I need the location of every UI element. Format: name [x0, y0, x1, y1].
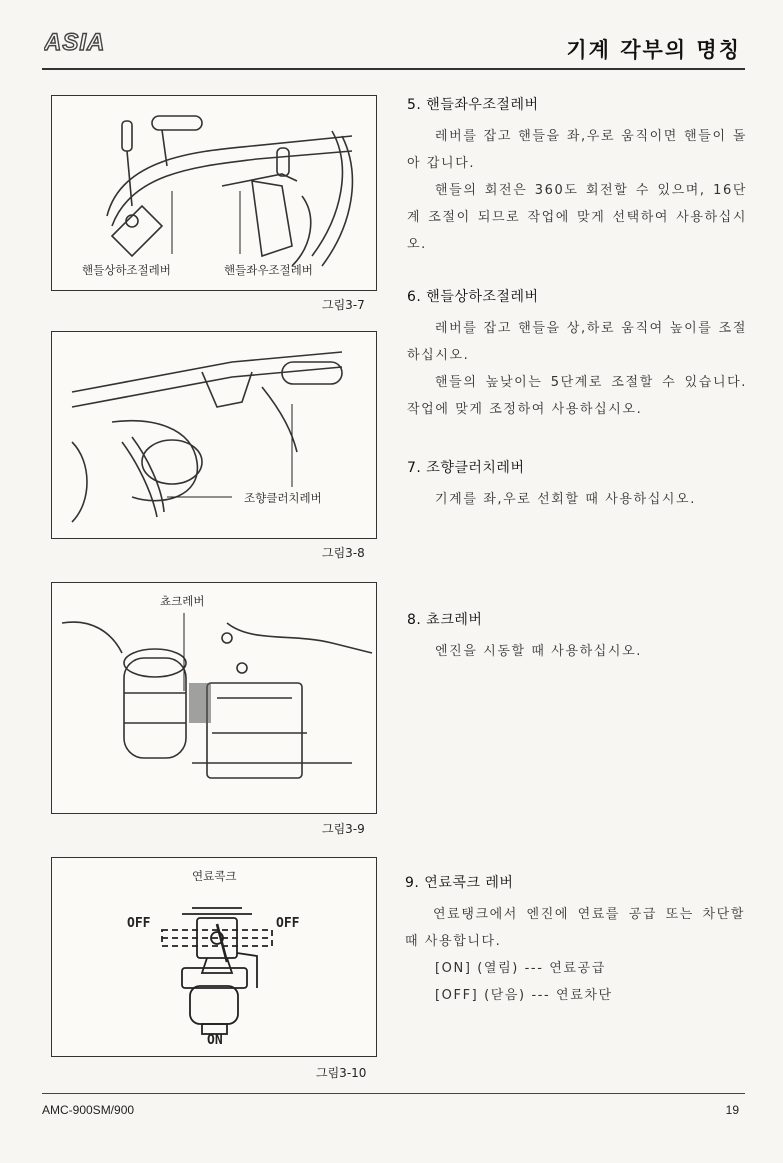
section-paragraph: 핸들의 회전은 360도 회전할 수 있으며, 16단계 조절이 되므로 작업에 맞게 선택하여 사용하십시오.	[407, 183, 747, 252]
figure-label-handle-updown: 핸들상하조절레버	[82, 263, 171, 277]
figure-3-10	[51, 857, 377, 1057]
section-title: 8. 쵸크레버	[407, 612, 483, 628]
section-title: 9. 연료콕크 레버	[405, 875, 514, 891]
section-fuel-cock	[405, 872, 745, 1009]
figure-label-choke: 쵸크레버	[160, 594, 205, 608]
choke-lever-illustration	[52, 583, 376, 813]
steering-clutch-illustration	[52, 332, 376, 538]
section-paragraph: 레버를 잡고 핸들을 좌,우로 움직이면 핸들이 돌아 갑니다.	[407, 129, 747, 171]
choke-lever-highlight	[189, 683, 211, 723]
section-paragraph: [OFF] (닫음) --- 연료차단	[435, 988, 613, 1003]
figure-3-8	[51, 331, 377, 539]
section-choke-lever	[407, 609, 747, 665]
header-rule	[42, 68, 745, 70]
figure-caption: 그림3-10	[316, 1066, 367, 1080]
section-title: 5. 핸들좌우조절레버	[407, 97, 539, 113]
section-handle-leftright	[407, 94, 747, 258]
figure-label-off-left: OFF	[127, 916, 151, 931]
footer-model: AMC-900SM/900	[42, 1103, 135, 1117]
section-paragraph: [ON] (열림) --- 연료공급	[435, 961, 606, 976]
figure-caption: 그림3-7	[322, 298, 365, 312]
footer-rule	[42, 1093, 745, 1094]
section-handle-updown	[407, 286, 747, 423]
figure-label-on: ON	[207, 1033, 223, 1048]
page-number: 19	[725, 1103, 739, 1117]
svg-text:ASIA: ASIA	[44, 29, 106, 54]
section-paragraph: 레버를 잡고 핸들을 상,하로 움직여 높이를 조절하십시오.	[407, 321, 747, 363]
section-paragraph: 엔진을 시동할 때 사용하십시오.	[435, 644, 642, 659]
figure-label-off-right: OFF	[276, 916, 300, 931]
section-title: 6. 핸들상하조절레버	[407, 289, 539, 305]
section-paragraph: 연료탱크에서 엔진에 연료를 공급 또는 차단할 때 사용합니다.	[405, 907, 745, 949]
fuel-cock-illustration	[52, 858, 376, 1056]
figure-label-handle-leftright: 핸들좌우조절레버	[224, 263, 313, 277]
figure-caption: 그림3-9	[322, 822, 365, 836]
figure-caption: 그림3-8	[322, 546, 365, 560]
section-paragraph: 핸들의 높낮이는 5단계로 조절할 수 있습니다. 작업에 맞게 조정하여 사용하십시오.	[407, 375, 747, 417]
figure-3-7	[51, 95, 377, 291]
figure-label-steering-clutch: 조향클러치레버	[244, 491, 322, 505]
asia-logo	[44, 28, 118, 54]
figure-label-fuel-cock: 연료콕크	[192, 869, 237, 883]
handle-levers-illustration	[52, 96, 376, 290]
figure-3-9	[51, 582, 377, 814]
section-steering-clutch	[407, 457, 747, 513]
page-title: 기계 각부의 명칭	[566, 38, 741, 62]
section-title: 7. 조향클러치레버	[407, 460, 525, 476]
section-paragraph: 기계를 좌,우로 선회할 때 사용하십시오.	[435, 492, 696, 507]
